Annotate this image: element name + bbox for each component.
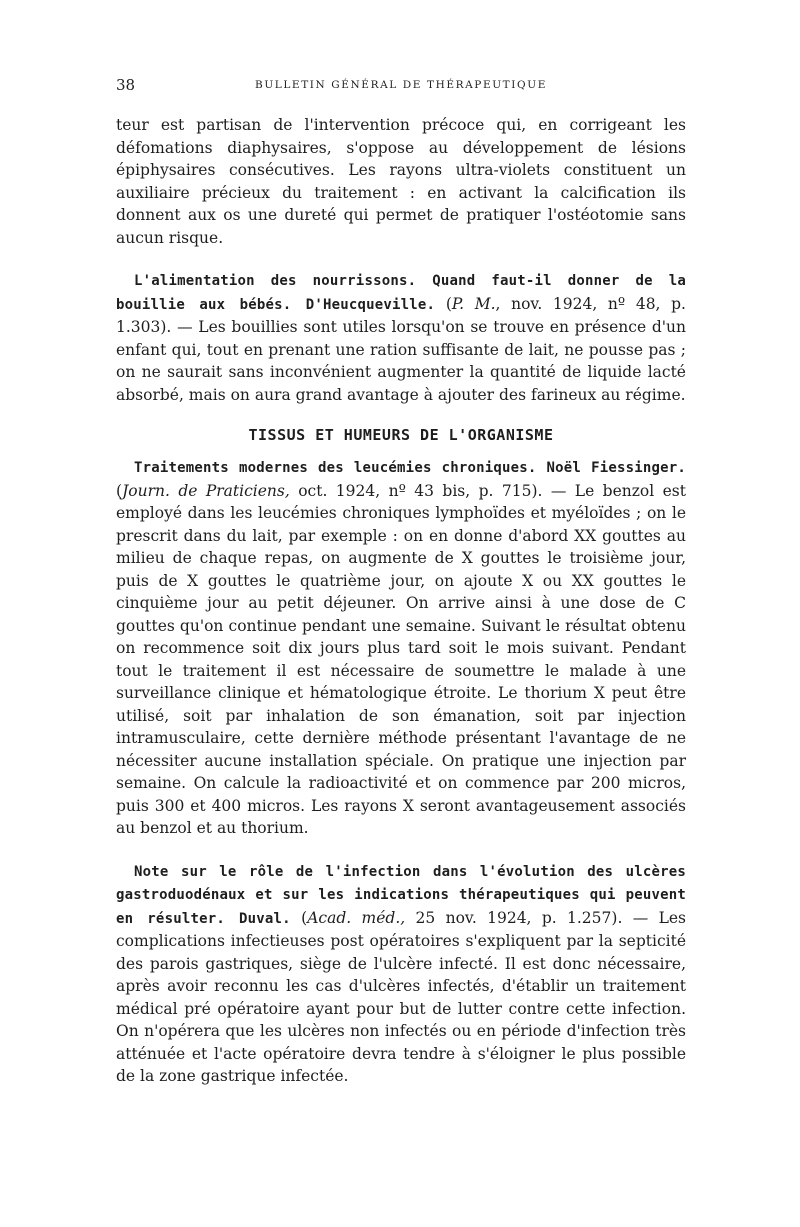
reference-open: (	[445, 294, 452, 313]
reference-details: , nov. 1924, nº 48, p. 1.303).	[116, 294, 686, 336]
running-title: BULLETIN GÉNÉRAL DE THÉRAPEUTIQUE	[255, 79, 547, 91]
article-body: — Les bouillies sont utiles lorsqu'on se trouve en présence d'un enfant qui, tout en prenant une ration suffisante de lait, ne pousse pas ; on ne saurait sans inconvénient augmenter la quantité de liquide lacté absorbé, mais on aura grand avantage à ajouter des farineux au régime.	[116, 318, 686, 404]
article-leucemies	[116, 456, 686, 840]
journal-name: P. M.	[451, 294, 496, 313]
reference-details: oct. 1924, nº 43 bis, p. 715).	[289, 481, 543, 500]
running-header	[116, 76, 686, 98]
reference-open: (	[116, 481, 123, 500]
article-title: L'alimentation des nourrissons. Quand faut-il donner de la bouillie aux bébés. D'Heucqueville.	[116, 273, 686, 313]
article-title: Traitements modernes des leucémies chroniques. Noël Fiessinger.	[134, 460, 686, 476]
journal-name: Journ. de Praticiens,	[122, 481, 290, 500]
reference-details: 25 nov. 1924, p. 1.257).	[405, 908, 623, 927]
page	[116, 76, 686, 1088]
page-number: 38	[116, 76, 136, 94]
journal-name: Acad. méd.,	[307, 908, 406, 927]
reference-open: (	[301, 908, 308, 927]
paragraph-continued: teur est partisan de l'intervention précoce qui, en corrigeant les défomations diaphysaires, s'oppose au développement de lésions épiphysaires consécutives. Les rayons ultra-violets constituent un auxiliaire précieux du traitement : en activant la calcification ils donnent aux os une dureté qui permet de pratiquer l'ostéotomie sans aucun risque.	[116, 116, 686, 247]
article-body: — Les complications infectieuses post opératoires s'expliquent par la septicité des parois gastriques, siège de l'ulcère infecté. Il est donc nécessaire, après avoir reconnu les cas d'ulcères infectés, d'établir un traitement médical pré opératoire ayant pour but de lutter contre cette infection. On n'opérera que les ulcères non infectés ou en période d'infection très atténuée et l'acte opératoire devra tendre à s'éloigner le plus possible de la zone gastrique infectée.	[116, 908, 687, 1085]
article-ulceres	[116, 860, 686, 1088]
article-alimentation	[116, 269, 686, 406]
article-title: Note sur le rôle de l'infection dans l'évolution des ulcères gastroduodénaux et sur les indications thérapeutiques qui peuvent en résulter. Duval.	[116, 863, 686, 927]
section-heading: TISSUS ET HUMEURS DE L'ORGANISME	[248, 426, 554, 444]
article-body: — Le benzol est employé dans les leucémies chroniques lymphoïdes et myéloïdes ; on le prescrit dans du lait, par exemple : on en donne d'abord XX gouttes au milieu de chaque repas, on augmente de X gouttes le troisième jour, puis de X gouttes le quatrième jour, on ajoute X ou XX gouttes le cinquième jour au petit déjeuner. On arrive ainsi à une dose de C gouttes qu'on continue pendant une semaine. Suivant le résultat obtenu on recommence soit dix jours plus tard soit le mois suivant. Pendant tout le traitement il est nécessaire de soumettre le malade à une surveillance clinique et hématologique étroite. Le thorium X peut être utilisé, soit par inhalation de son émanation, soit par injection intramusculaire, cette dernière méthode présentant l'avantage de ne nécessiter aucune installation spéciale. On pratique une injection par semaine. On calcule la radioactivité et on commence par 200 micros, puis 300 et 400 micros. Les rayons X seront avantageusement associés au benzol et au thorium.	[116, 481, 686, 837]
